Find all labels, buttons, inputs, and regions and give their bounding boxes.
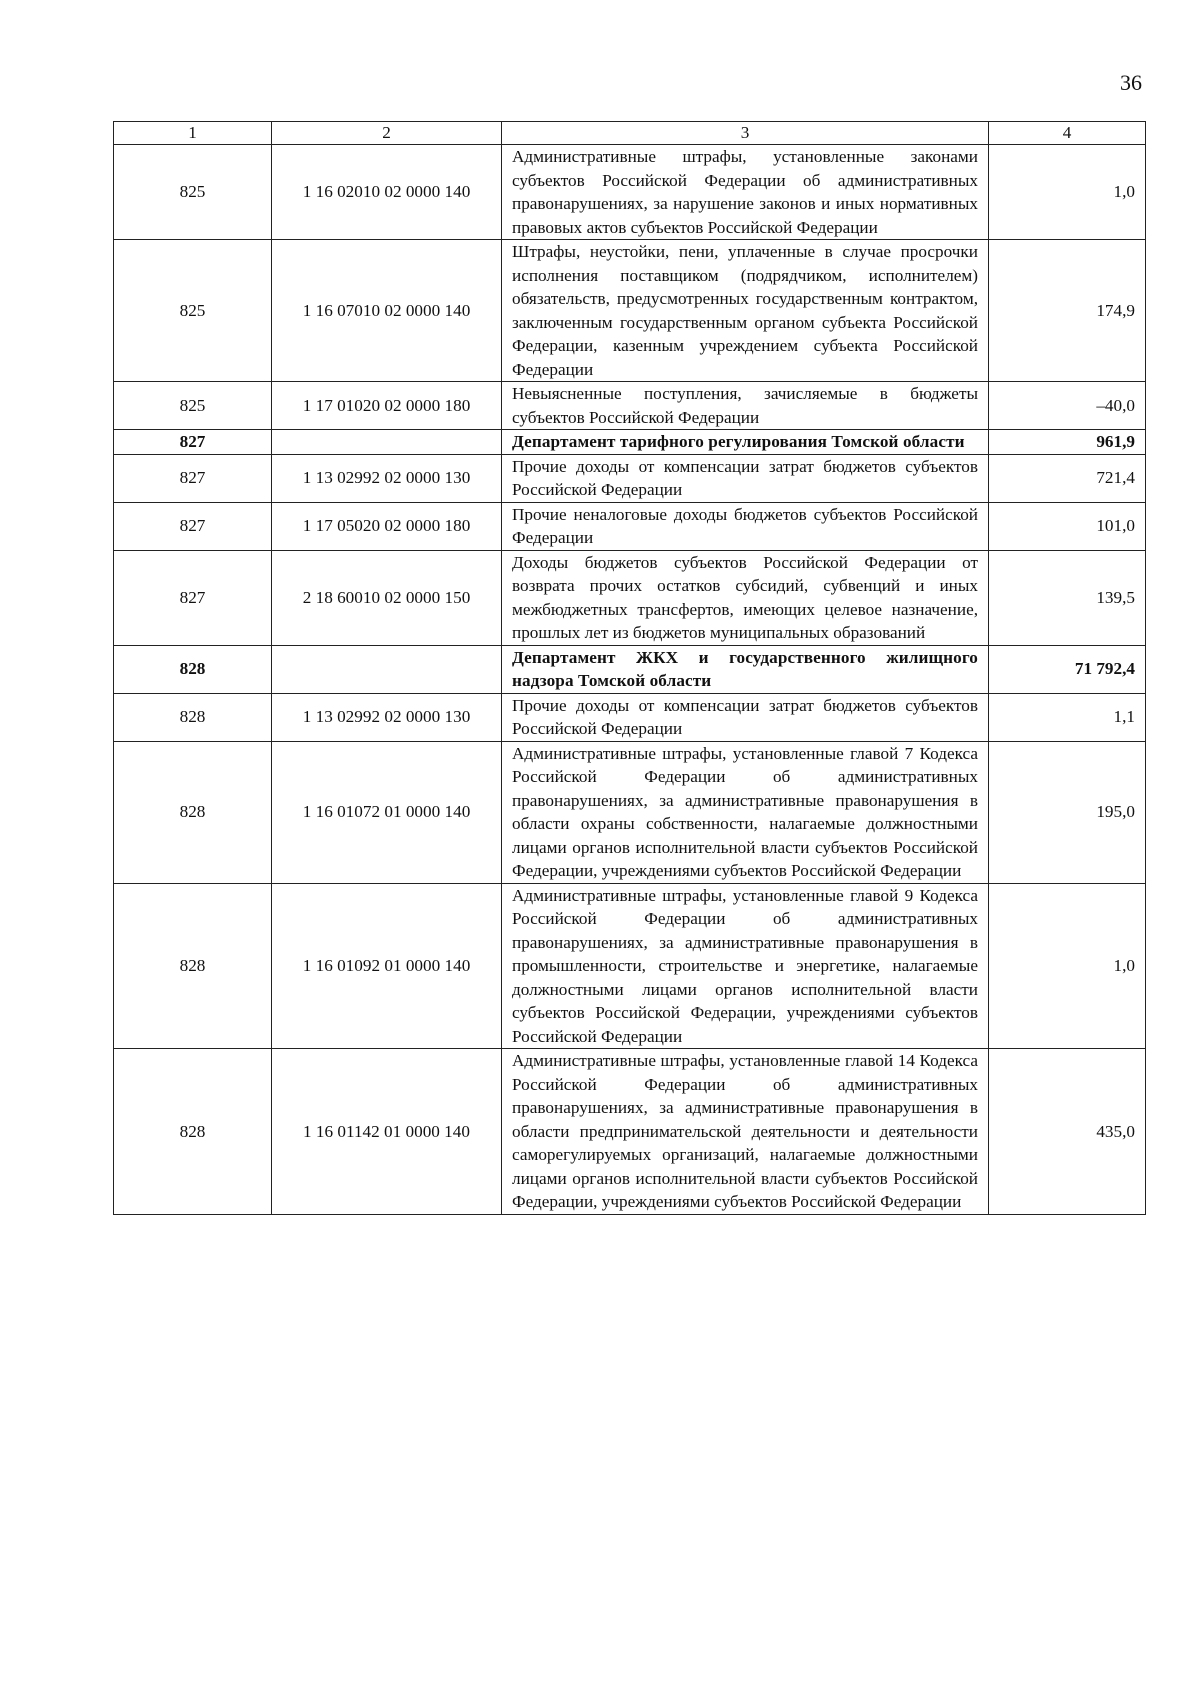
description-cell: Штрафы, неустойки, пени, уплаченные в случае просрочки исполнения поставщиком (подрядчиком, исполнителем) обязательств, предусмотренных государственным контрактом, заключенным государственным органом субъекта Российской Федерации, казенным учреждением субъекта Российской Федерации (502, 240, 989, 382)
revenue-code-cell: 1 17 05020 02 0000 180 (272, 502, 502, 550)
revenue-code-cell: 1 16 07010 02 0000 140 (272, 240, 502, 382)
column-header-3: 3 (502, 122, 989, 145)
description-cell: Департамент тарифного регулирования Томской области (502, 430, 989, 455)
table-row (114, 883, 1146, 1049)
column-header-2: 2 (272, 122, 502, 145)
amount-cell: 1,0 (989, 883, 1146, 1049)
revenue-code-cell: 1 13 02992 02 0000 130 (272, 454, 502, 502)
table-row (114, 145, 1146, 240)
admin-code-cell: 827 (114, 550, 272, 645)
table-row (114, 550, 1146, 645)
admin-code-cell: 828 (114, 883, 272, 1049)
table-row (114, 741, 1146, 883)
column-header-1: 1 (114, 122, 272, 145)
amount-cell: 139,5 (989, 550, 1146, 645)
amount-cell: 1,1 (989, 693, 1146, 741)
page-number: 36 (1120, 70, 1142, 95)
amount-cell: 1,0 (989, 145, 1146, 240)
table-row (114, 454, 1146, 502)
table-row (114, 240, 1146, 382)
table-body (114, 145, 1146, 1215)
admin-code-cell: 828 (114, 645, 272, 693)
amount-cell: 721,4 (989, 454, 1146, 502)
description-cell: Прочие неналоговые доходы бюджетов субъектов Российской Федерации (502, 502, 989, 550)
revenue-code-cell: 1 16 01142 01 0000 140 (272, 1049, 502, 1215)
department-row (114, 430, 1146, 455)
table-row (114, 382, 1146, 430)
admin-code-cell: 827 (114, 430, 272, 455)
description-cell: Административные штрафы, установленные законами субъектов Российской Федерации об административных правонарушениях, за нарушение законов и иных нормативных правовых актов субъектов Российской Федерации (502, 145, 989, 240)
table-row (114, 1049, 1146, 1215)
admin-code-cell: 825 (114, 382, 272, 430)
table-row (114, 502, 1146, 550)
amount-cell: 101,0 (989, 502, 1146, 550)
description-cell: Невыясненные поступления, зачисляемые в бюджеты субъектов Российской Федерации (502, 382, 989, 430)
description-cell: Административные штрафы, установленные главой 14 Кодекса Российской Федерации об административных правонарушениях, за административные правонарушения в области предпринимательской деятельности и деятельности саморегулируемых организаций, налагаемые должностными лицами органов исполнительной власти субъектов Российской Федерации, учреждениями субъектов Российской Федерации (502, 1049, 989, 1215)
revenue-code-cell: 1 16 02010 02 0000 140 (272, 145, 502, 240)
revenue-code-cell: 1 16 01072 01 0000 140 (272, 741, 502, 883)
description-cell: Прочие доходы от компенсации затрат бюджетов субъектов Российской Федерации (502, 454, 989, 502)
admin-code-cell: 827 (114, 502, 272, 550)
revenue-code-cell: 1 16 01092 01 0000 140 (272, 883, 502, 1049)
column-header-4: 4 (989, 122, 1146, 145)
revenue-code-cell: 1 13 02992 02 0000 130 (272, 693, 502, 741)
admin-code-cell: 828 (114, 693, 272, 741)
revenue-table (113, 121, 1146, 1215)
amount-cell: 435,0 (989, 1049, 1146, 1215)
amount-cell: 195,0 (989, 741, 1146, 883)
revenue-code-cell: 1 17 01020 02 0000 180 (272, 382, 502, 430)
admin-code-cell: 825 (114, 145, 272, 240)
admin-code-cell: 827 (114, 454, 272, 502)
amount-cell: 961,9 (989, 430, 1146, 455)
revenue-code-cell (272, 430, 502, 455)
amount-cell: 71 792,4 (989, 645, 1146, 693)
department-row (114, 645, 1146, 693)
description-cell: Административные штрафы, установленные главой 9 Кодекса Российской Федерации об административных правонарушениях, за административные правонарушения в промышленности, строительстве и энергетике, налагаемые должностными лицами органов исполнительной власти субъектов Российской Федерации, учреждениями субъектов Российской Федерации (502, 883, 989, 1049)
description-cell: Доходы бюджетов субъектов Российской Федерации от возврата прочих остатков субсидий, субвенций и иных межбюджетных трансфертов, имеющих целевое назначение, прошлых лет из бюджетов муниципальных образований (502, 550, 989, 645)
amount-cell: –40,0 (989, 382, 1146, 430)
description-cell: Прочие доходы от компенсации затрат бюджетов субъектов Российской Федерации (502, 693, 989, 741)
revenue-code-cell: 2 18 60010 02 0000 150 (272, 550, 502, 645)
admin-code-cell: 828 (114, 741, 272, 883)
header-row (114, 122, 1146, 145)
amount-cell: 174,9 (989, 240, 1146, 382)
description-cell: Департамент ЖКХ и государственного жилищного надзора Томской области (502, 645, 989, 693)
description-cell: Административные штрафы, установленные главой 7 Кодекса Российской Федерации об административных правонарушениях, за административные правонарушения в области охраны собственности, налагаемые должностными лицами органов исполнительной власти субъектов Российской Федерации, учреждениями субъектов Российской Федерации (502, 741, 989, 883)
admin-code-cell: 825 (114, 240, 272, 382)
admin-code-cell: 828 (114, 1049, 272, 1215)
revenue-code-cell (272, 645, 502, 693)
table-row (114, 693, 1146, 741)
